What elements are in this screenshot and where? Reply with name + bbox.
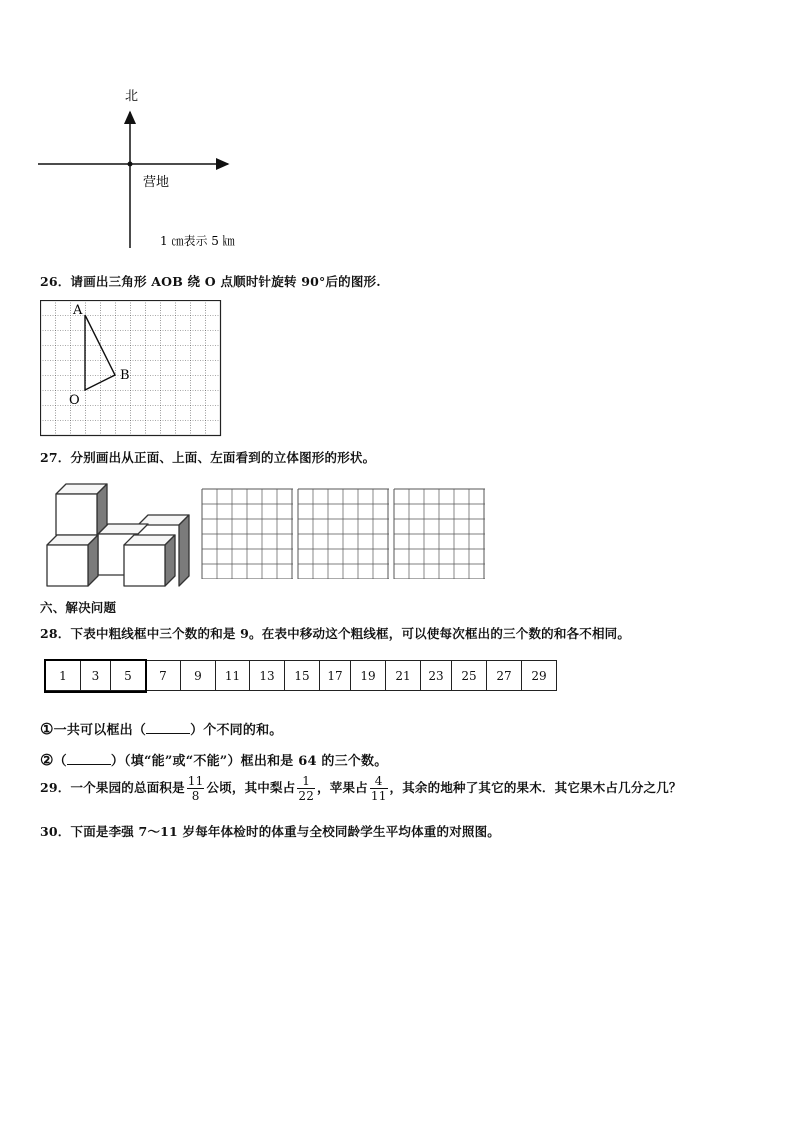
scale-label: 1 ㎝表示 5 ㎞	[160, 234, 235, 248]
fraction-numerator: 4	[370, 774, 388, 789]
cube-side-face	[88, 535, 98, 586]
camp-label: 营地	[143, 175, 170, 190]
front-view-grid	[201, 488, 294, 579]
q26-text: 26．请画出三角形 AOB 绕 O 点顺时针旋转 90°后的图形.	[40, 274, 381, 289]
number-cell: 17	[320, 661, 351, 691]
sub1-after: ）个不同的和。	[190, 723, 283, 738]
cube-front-face	[56, 494, 97, 535]
number-cell: 25	[452, 661, 487, 691]
q26-grid	[40, 300, 220, 435]
number-cell: 27	[487, 661, 522, 691]
cube-side-face	[165, 535, 175, 586]
cube-figure	[40, 478, 196, 592]
left-view-grid	[393, 488, 486, 579]
number-cell: 11	[216, 661, 250, 691]
sub2-after: ）（填“能”或“不能”）框出和是 64 的三个数。	[110, 754, 388, 769]
q29-text	[40, 774, 682, 803]
compass-diagram	[30, 82, 270, 254]
fraction-numerator: 11	[187, 774, 204, 788]
q29-part: ，苹果占	[317, 780, 368, 795]
fraction-numerator: 1	[297, 774, 315, 789]
number-cell: 29	[522, 661, 557, 691]
number-cell: 19	[351, 661, 386, 691]
q28-sub1	[40, 719, 282, 738]
bold-selection-frame	[44, 659, 147, 693]
number-cell: 3	[81, 661, 111, 691]
q29-part: 公顷，其中梨占	[206, 780, 296, 795]
answer-blank[interactable]	[146, 721, 190, 734]
triangle-aob	[85, 315, 115, 390]
number-cell: 15	[285, 661, 320, 691]
camp-point	[128, 162, 133, 167]
fraction	[187, 774, 205, 803]
q28-sub2	[40, 750, 387, 769]
number-cell: 9	[181, 661, 216, 691]
q29-part: ，其余的地种了其它的果木．其它果木占几分之几？	[389, 780, 682, 795]
fraction-denominator: 11	[370, 789, 387, 803]
section-title: 六、解决问题	[40, 600, 117, 615]
top-view-grid	[297, 488, 390, 579]
sub2-before: （	[53, 754, 67, 769]
sub1-before: 一共可以框出（	[53, 723, 147, 738]
q30-text: 30．下面是李强 7～11 岁每年体检时的体重与全校同龄学生平均体重的对照图。	[40, 824, 500, 839]
fraction-denominator: 8	[191, 789, 200, 803]
q26-grid-figure	[40, 300, 222, 438]
fraction	[297, 774, 315, 803]
north-label: 北	[125, 89, 139, 104]
q28-text: 28．下表中粗线框中三个数的和是 9。在表中移动这个粗线框，可以使每次框出的三个数的和各不相同。	[40, 626, 631, 641]
number-cell: 23	[421, 661, 452, 691]
cube-side-face	[97, 484, 107, 535]
q27-text: 27．分别画出从正面、上面、左面看到的立体图形的形状。	[40, 450, 376, 465]
vertex-a-label: A	[73, 303, 83, 318]
fraction-denominator: 22	[298, 789, 315, 803]
number-cell: 1	[46, 661, 81, 691]
number-cell: 13	[250, 661, 285, 691]
number-cell: 21	[386, 661, 421, 691]
vertex-b-label: B	[120, 368, 130, 383]
answer-blank[interactable]	[67, 752, 111, 765]
sub1-marker: ①	[40, 720, 54, 738]
number-table-wrap	[45, 660, 557, 691]
vertex-o-label: O	[69, 393, 80, 408]
cube-front-face	[124, 545, 165, 586]
number-cell: 7	[146, 661, 181, 691]
q29-part: 29．一个果园的总面积是	[40, 780, 185, 795]
sub2-marker: ②	[40, 751, 54, 769]
cube-side-face	[179, 515, 189, 586]
number-cell: 5	[111, 661, 146, 691]
cube-front-face	[47, 545, 88, 586]
fraction	[370, 774, 388, 803]
